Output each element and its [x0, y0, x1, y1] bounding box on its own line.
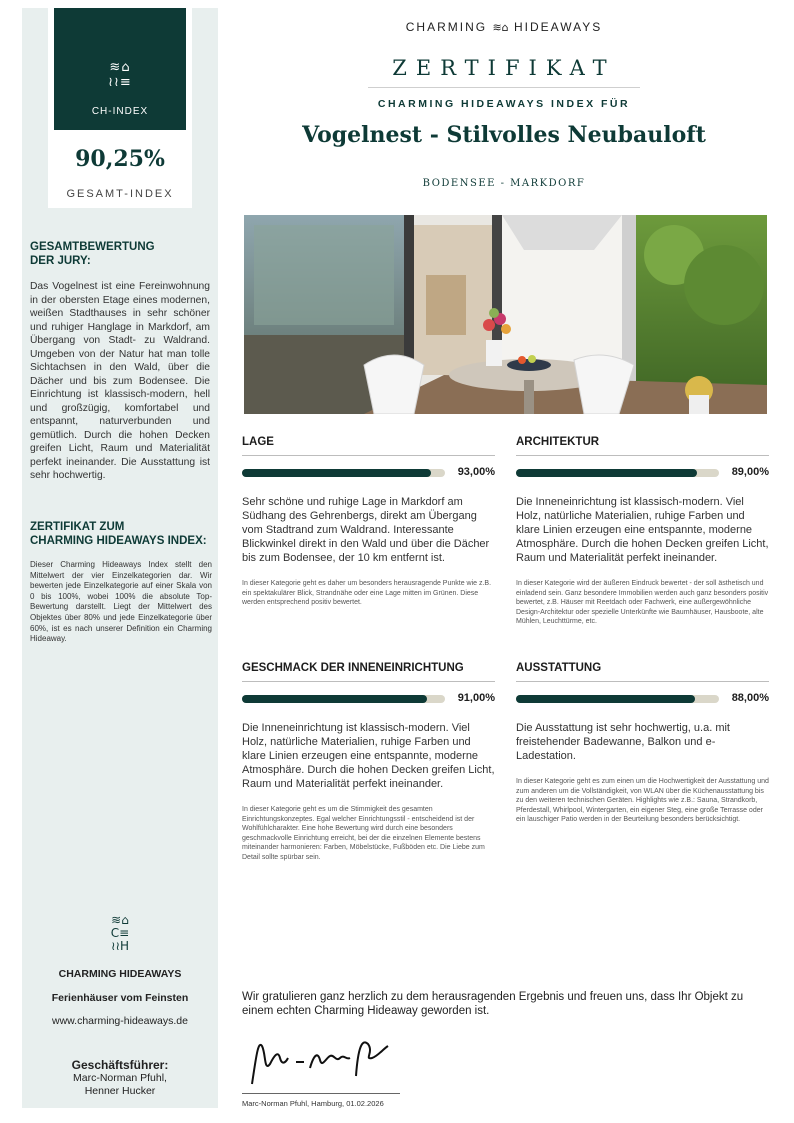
progress-track	[516, 695, 719, 703]
category-score: 88,00%	[731, 692, 769, 704]
category-note: In dieser Kategorie wird der äußeren Eindruck bewertet - der soll ästhetisch und einladend sein. Ganz besondere Immobilien werden auch ganz besonders positiv bewertet, z.B. Häuser mit Reetdach oder Fachwerk, eine außergewöhnliche Design-Architektur oder spezielle Unterkünfte wie Baumhäuser, Hausboote, alte Mühlen, Leuchttürme, etc.	[516, 580, 769, 626]
certificate-title: ZERTIFIKAT	[392, 56, 616, 80]
category-heading: ARCHITEKTUR	[516, 436, 600, 448]
signature-line	[242, 1093, 400, 1094]
category-heading: AUSSTATTUNG	[516, 662, 602, 674]
footer-tagline: Ferienhäuser vom Feinsten	[51, 992, 189, 1004]
category-geschmack	[242, 662, 495, 863]
footer-ceo-1: Marc-Norman Pfuhl,	[73, 1072, 167, 1084]
title-divider	[368, 87, 640, 88]
footer-logo-icon	[22, 914, 218, 953]
category-divider	[516, 455, 769, 456]
cert-heading-line-1: ZERTIFIKAT ZUM	[30, 521, 125, 533]
category-note: In dieser Kategorie geht es daher um besonders herausragende Punkte wie z.B. ein spektakulärer Blick, Strandnähe oder eine Lage mitten im Grünen. Diese werden entsprechend positiv bewertet.	[242, 580, 492, 607]
badge-label: CH-INDEX	[91, 106, 149, 117]
signature-caption: Marc-Norman Pfuhl, Hamburg, 01.02.2026	[242, 1099, 384, 1108]
category-note: In dieser Kategorie geht es um die Stimmigkeit des gesamten Einrichtungskonzeptes. Egal welcher Einrichtungsstil - entscheidend ist der Wohlfühlcharakter. Eine hohe Bewertung wird durch eine besonders geschmackvolle Einrichtung erreicht, bei der die einzelnen Elemente bestens miteinander harmonieren: Farben, Möbelstücke, Fußböden etc. Die Liebe zum Detail sollte spürbar sein.	[242, 806, 485, 861]
category-score-row	[516, 466, 769, 480]
property-title: Vogelnest - Stilvolles Neubauloft	[302, 122, 706, 148]
jury-heading-line-2: DER JURY:	[30, 255, 91, 267]
category-score: 93,00%	[457, 466, 495, 478]
progress-fill	[516, 695, 695, 703]
category-text: Die Inneneinrichtung ist klassisch-modern. Viel Holz, natürliche Materialien, ruhige Farben und klare Linien erzeugen eine entspannte, moderne Atmosphäre. Durch die hohen Decken greifen Licht, Raum und Materialität perfekt ineinander.	[242, 722, 495, 790]
sidebar	[22, 8, 218, 1108]
category-score-row	[242, 692, 495, 706]
progress-track	[516, 469, 719, 477]
logo-glyph-bottom: ≀≀≡	[108, 75, 132, 90]
congratulations-text: Wir gratulieren ganz herzlich zu dem herausragenden Ergebnis und freuen uns, dass Ihr Objekt zu einem echten Charming Hideaway geworden ist.	[242, 991, 744, 1017]
property-location: BODENSEE - MARKDORF	[422, 178, 586, 189]
category-divider	[516, 681, 769, 682]
brand-logo-icon	[54, 60, 186, 90]
cert-heading	[30, 520, 207, 548]
jury-heading-line-1: GESAMTBEWERTUNG	[30, 241, 155, 253]
footer-brand: CHARMING HIDEAWAYS	[58, 968, 182, 980]
progress-fill	[516, 469, 697, 477]
category-text: Die Inneneinrichtung ist klassisch-modern. Viel Holz, natürliche Materialien, ruhige Farben und klare Linien erzeugen eine entspannte, moderne Atmosphäre. Durch die hohen Decken greifen Licht, Raum und Materialität perfekt ineinander.	[516, 496, 769, 564]
progress-fill	[242, 469, 431, 477]
category-text: Die Ausstattung ist sehr hochwertig, u.a. mit freistehender Badewanne, Balkon und e-Ladestation.	[516, 722, 730, 762]
progress-fill	[242, 695, 427, 703]
category-ausstattung	[516, 662, 769, 825]
progress-track	[242, 469, 445, 477]
brand-left: CHARMING	[405, 20, 488, 34]
cert-heading-line-2: CHARMING HIDEAWAYS INDEX:	[30, 535, 207, 547]
index-for-label: CHARMING HIDEAWAYS INDEX FÜR	[377, 98, 631, 110]
footer-glyph-2: C≡	[110, 926, 130, 940]
category-lage	[242, 436, 495, 608]
progress-track	[242, 695, 445, 703]
category-score-row	[242, 466, 495, 480]
footer-glyph-3: ≀≀H	[110, 939, 130, 953]
category-score: 91,00%	[457, 692, 495, 704]
category-divider	[242, 681, 495, 682]
logo-glyph-top: ≋⌂	[109, 60, 131, 75]
signature-image	[244, 1028, 404, 1092]
footer-url-link[interactable]: www.charming-hideaways.de	[52, 1015, 188, 1027]
jury-heading	[30, 240, 155, 268]
terrace-image	[244, 215, 767, 414]
footer-ceo-2: Henner Hucker	[84, 1085, 156, 1097]
category-heading: GESCHMACK DER INNENEINRICHTUNG	[242, 662, 464, 674]
category-heading: LAGE	[242, 436, 274, 448]
category-score: 89,00%	[731, 466, 769, 478]
footer-ceo-label: Geschäftsführer:	[71, 1058, 169, 1072]
category-divider	[242, 455, 495, 456]
footer-glyph-1: ≋⌂	[111, 913, 129, 927]
property-photo	[244, 215, 767, 414]
brand-house-icon: ≋⌂	[492, 21, 509, 34]
cert-text: Dieser Charming Hideaways Index stellt den Mittelwert der vier Einzelkategorien dar. Wir bewerten jede Einzelkategorie auf einer Skala von 0 bis 100%, wobei 100% die absolute Top-Bewertung darstellt. Liegt der Mittelwert des Objektes über 80% und jede Einzelkategorie über 60%, ist es nach unserer Definition ein Charming Hideaway.	[30, 560, 212, 644]
brand-right: HIDEAWAYS	[514, 20, 603, 34]
index-badge-card	[48, 8, 192, 208]
category-architektur	[516, 436, 769, 627]
brand-header	[240, 20, 768, 34]
category-note: In dieser Kategorie geht es zum einen um die Hochwertigkeit der Ausstattung und zum anderen um die Vollständigkeit, von WLAN über die Küchenausstattung bis zu den weiteren technischen Geräten. Highlights wie z.B.: Sauna, Strandkorb, Pferdestall, Whirlpool, Wintergarten, ein eigener Steg, eine große Terrasse oder ein lauschiger Patio werden in der Beurteilung besonders berücksichtigt.	[516, 778, 769, 824]
ch-index-badge	[54, 8, 186, 130]
category-text: Sehr schöne und ruhige Lage in Markdorf am Südhang des Gehrenbergs, direkt am Übergang vom Stadtrand zum Waldrand. Interessante Blickwinkel direkt in den Wald und über die Dächer bis zum Bodensee, der 10 km entfernt ist.	[242, 496, 490, 564]
jury-text: Das Vogelnest ist eine Fereinwohnung in der obersten Etage eines modernen, weißen Stadthauses in sehr schöner und ruhiger Hanglage in Markdorf, am Übergang von Stadt- zu Waldrand. Umgeben von der Natur hat man tolle Sichtachsen in den Wald, über die Dächer und bis zum Bodensee. Die Einrichtung ist klassisch-modern, hell und großzügig, komfortabel und entspannt, naturverbunden und gemütlich. Durch die hohen Decken greifen Licht, Raum und Materialität perfekt ineinander. Die Ausstattung ist sehr hochwertig.	[30, 281, 210, 481]
category-score-row	[516, 692, 769, 706]
total-score: 90,25%	[75, 146, 165, 172]
total-score-label: GESAMT-INDEX	[66, 188, 174, 200]
